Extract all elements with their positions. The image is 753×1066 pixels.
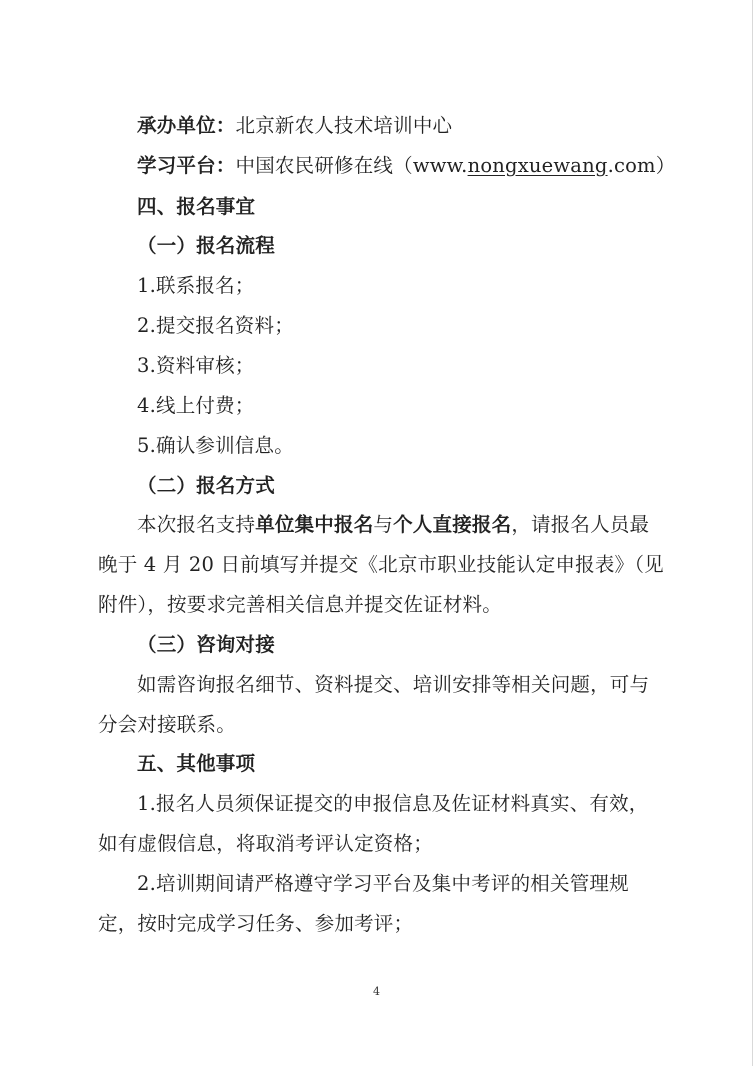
platform-label: 学习平台： — [137, 154, 236, 177]
step-2: 2.提交报名资料； — [137, 314, 294, 337]
other-item-1-line-1: 1.报名人员须保证提交的申报信息及佐证材料真实、有效， — [137, 792, 649, 815]
platform-value-prefix: 中国农民研修在线（www. — [235, 154, 468, 177]
reg-text-b: 单位集中报名 — [255, 513, 374, 536]
step-5: 5.确认参训信息。 — [137, 434, 294, 457]
page-number: 4 — [373, 985, 380, 998]
reg-text-a: 本次报名支持 — [137, 513, 256, 536]
reg-text-e: ，请报名人员最 — [511, 513, 650, 536]
subsection-1-heading: （一）报名流程 — [137, 234, 275, 257]
subsection-3-heading: （三）咨询对接 — [137, 633, 275, 656]
consult-line-2: 分会对接联系。 — [98, 713, 236, 736]
section-5-heading: 五、其他事项 — [137, 752, 256, 775]
platform-link[interactable]: nongxuewang — [467, 154, 608, 177]
reg-text-c: 与 — [373, 513, 394, 536]
platform-value-suffix: .com） — [607, 154, 676, 177]
other-item-2-line-1: 2.培训期间请严格遵守学习平台及集中考评的相关管理规 — [137, 872, 629, 895]
organizer-label: 承办单位： — [137, 114, 236, 137]
registration-method-line-2: 晚于 4 月 20 日前填写并提交《北京市职业技能认定申报表》（见 — [98, 553, 664, 576]
consult-line-1: 如需咨询报名细节、资料提交、培训安排等相关问题，可与 — [137, 673, 650, 696]
step-1: 1.联系报名； — [137, 274, 255, 297]
registration-method-line-1 — [137, 505, 660, 545]
section-4-heading: 四、报名事宜 — [137, 195, 256, 218]
step-4: 4.线上付费； — [137, 394, 255, 417]
other-item-2-line-2: 定，按时完成学习任务、参加考评； — [98, 912, 414, 935]
registration-method-line-3: 附件），按要求完善相关信息并提交佐证材料。 — [98, 593, 502, 616]
organizer-value: 北京新农人技术培训中心 — [235, 114, 453, 137]
organizer-line — [137, 106, 660, 146]
subsection-2-heading: （二）报名方式 — [137, 474, 275, 497]
reg-text-d: 个人直接报名 — [393, 513, 512, 536]
platform-line — [137, 146, 676, 186]
other-item-1-line-2: 如有虚假信息，将取消考评认定资格； — [98, 832, 433, 855]
step-3: 3.资料审核； — [137, 354, 255, 377]
